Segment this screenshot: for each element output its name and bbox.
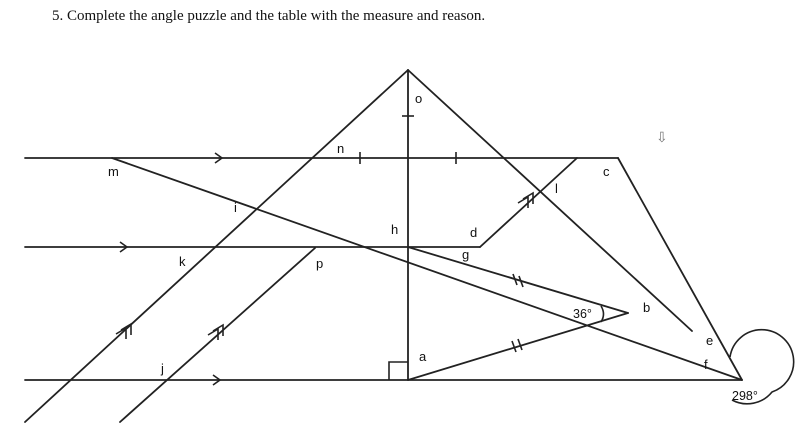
- label-l: l: [555, 181, 558, 196]
- hash-lower-2: [518, 339, 522, 350]
- segment-to-36-vertex-upper: [408, 247, 628, 313]
- given-angle-298: 298°: [732, 389, 758, 403]
- label-g: g: [462, 247, 470, 262]
- label-m: m: [108, 164, 119, 179]
- label-n: n: [337, 141, 345, 156]
- label-c: c: [603, 164, 610, 179]
- label-h: h: [391, 222, 399, 237]
- label-e: e: [706, 333, 714, 348]
- segment-to-36-vertex-lower: [408, 313, 628, 380]
- transversal-m-line: [112, 158, 742, 380]
- label-p: p: [316, 256, 324, 271]
- label-j: j: [161, 361, 164, 376]
- right-angle-marker: [389, 362, 408, 380]
- label-d: d: [470, 225, 478, 240]
- right-side-line: [618, 158, 742, 380]
- given-angle-36: 36°: [573, 307, 592, 321]
- question-text: 5. Complete the angle puzzle and the table with the measure and reason.: [52, 8, 486, 24]
- apex-left-line: [25, 70, 408, 422]
- label-k: k: [179, 254, 186, 269]
- label-i: i: [234, 200, 237, 215]
- label-b: b: [643, 300, 651, 315]
- apex-right-line: [408, 70, 692, 331]
- angle-36-arc: [601, 306, 604, 322]
- label-o: o: [415, 91, 423, 106]
- label-a: a: [419, 349, 427, 364]
- label-f: f: [704, 357, 708, 372]
- download-icon[interactable]: ⇩: [656, 129, 668, 145]
